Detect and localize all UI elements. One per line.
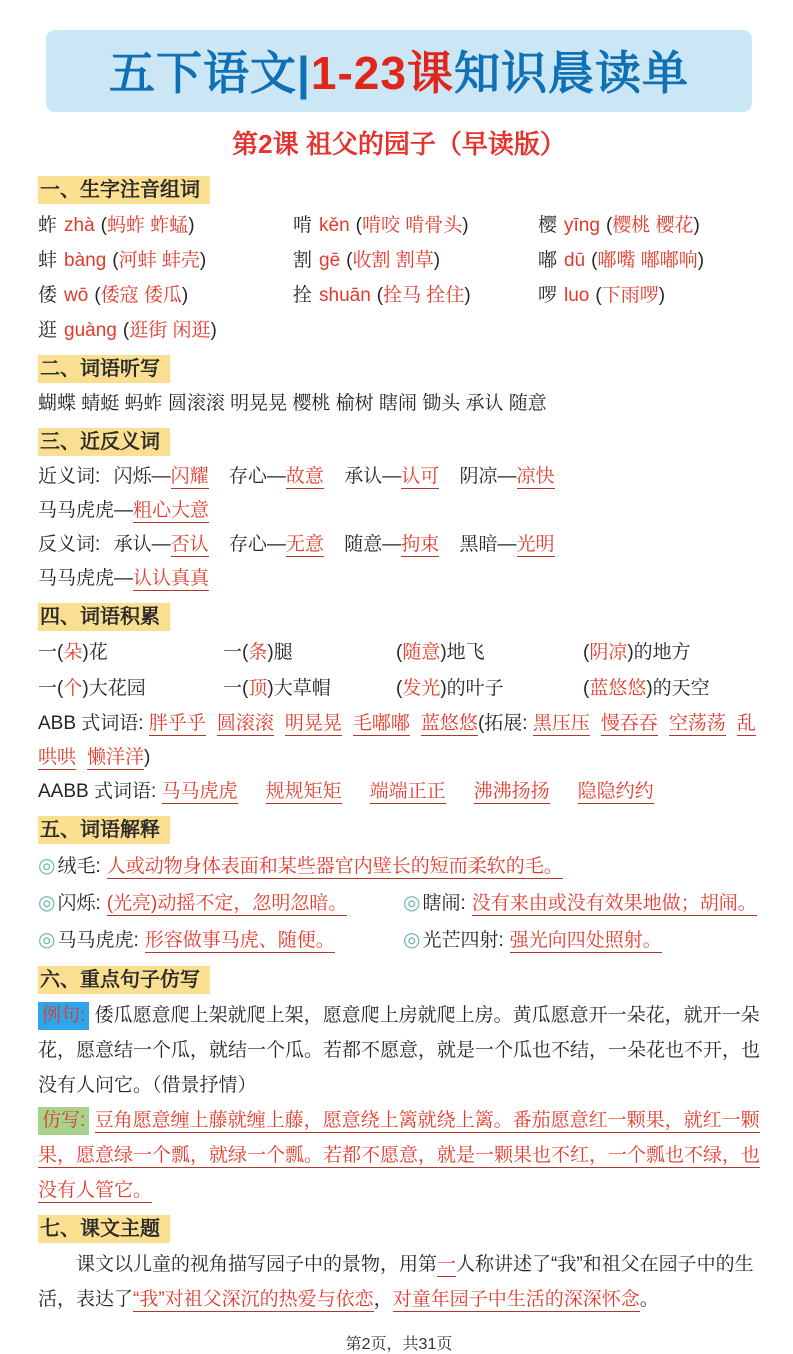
abb-ext-word: 黑压压 (532, 713, 590, 734)
theme-text: 。 (639, 1289, 659, 1310)
pinyin-row (38, 243, 760, 278)
paren-close: ) (627, 642, 634, 663)
example-words: 下雨啰 (601, 285, 659, 306)
section-heading: 三、近反义词 (38, 428, 170, 456)
fill-answer: 个 (63, 678, 83, 699)
aabb-word: 沸沸扬扬 (473, 781, 550, 802)
word-pair (38, 568, 209, 589)
pinyin: luo (564, 285, 590, 306)
pinyin-entry (293, 243, 538, 278)
theme-text: 人称讲述了“我”和祖父在园子中的生活，表达了 (38, 1254, 754, 1310)
pinyin-row (38, 313, 760, 348)
row-label: 反义词: (38, 534, 101, 555)
section-synonyms-antonyms (38, 421, 760, 596)
example-words: 拴马 拴住 (383, 285, 465, 306)
paren-close: ) (82, 642, 89, 663)
paren-open: ( (583, 642, 590, 663)
example-words: 蚂蚱 蚱蜢 (106, 215, 189, 236)
fill-post: 花 (88, 642, 108, 663)
pair-answer: 认可 (401, 466, 440, 487)
abb-word: 蓝悠悠 (420, 713, 478, 734)
hanzi: 割 (293, 250, 313, 271)
paren-open: ( (242, 678, 249, 699)
word-pair (460, 466, 555, 487)
definition-text: (光亮)动摇不定，忽明忽暗。 (106, 893, 348, 914)
fill-post: 大草帽 (273, 678, 331, 699)
paren-close: ) (144, 747, 151, 768)
word-pair (344, 534, 439, 555)
paren-close: ) (462, 215, 469, 236)
definition-row (38, 885, 760, 922)
definition-item (403, 885, 760, 922)
ring-icon: ◎ (403, 892, 421, 914)
fill-pre: 一 (38, 642, 58, 663)
title-part-name: 知识晨读单 (453, 47, 689, 99)
theme-highlight: “我”对祖父深沉的热爱与依恋 (133, 1289, 374, 1310)
pair-answer: 故意 (285, 466, 324, 487)
theme-highlight: 一 (437, 1254, 457, 1275)
pair-word: 马马虎虎— (38, 568, 134, 589)
paren-open: ( (57, 642, 64, 663)
fill-item (396, 635, 583, 671)
fill-answer: 随意 (402, 642, 441, 663)
title-banner (46, 30, 752, 112)
paren-open: ( (583, 678, 590, 699)
abb-label: ABB 式词语: (38, 713, 144, 734)
pinyin: yīng (564, 215, 600, 236)
example-words: 樱桃 樱花 (612, 215, 694, 236)
hanzi: 倭 (38, 285, 58, 306)
dictation-words: 蝴蝶 蜻蜓 蚂蚱 圆滚滚 明晃晃 樱桃 榆树 瞎闹 锄头 承认 随意 (38, 393, 547, 414)
definition-item (38, 922, 403, 959)
aabb-word: 规规矩矩 (265, 781, 342, 802)
fill-answer: 发光 (402, 678, 441, 699)
example-words: 逛街 闲逛 (129, 320, 211, 341)
pair-answer: 粗心大意 (133, 500, 210, 521)
example-sentence (38, 998, 760, 1103)
paren-close: ) (267, 678, 274, 699)
paren-close: ) (181, 285, 189, 306)
definition-term: 绒毛: (57, 856, 101, 877)
fill-answer: 蓝悠悠 (589, 678, 647, 699)
aabb-label: AABB 式词语: (38, 781, 157, 802)
imitation-label: 仿写: (38, 1107, 89, 1135)
pinyin: bàng (64, 250, 107, 271)
word-pair (344, 466, 439, 487)
row-label: 近义词: (38, 466, 101, 487)
abb-words-line (38, 707, 760, 775)
example-text: 倭瓜愿意爬上架就爬上架，愿意爬上房就爬上房。黄瓜愿意开一朵花，就开一朵花，愿意结一个瓜，就结一个瓜。若都不愿意，就是一个瓜也不结，一朵花也不开，也没有人问它。（借景抒情） (38, 1005, 761, 1096)
pinyin-entry (538, 278, 760, 313)
abb-extension-label: (拓展: (477, 713, 528, 734)
paren-close: ) (646, 678, 653, 699)
paren-close: ) (440, 678, 447, 699)
lesson-subtitle: 第2课 祖父的园子（早读版） (232, 129, 566, 159)
title-part-lessons: 1-23课 (310, 47, 454, 99)
fill-pre: 一 (223, 678, 243, 699)
pair-answer: 否认 (170, 534, 209, 555)
definition-item (38, 848, 760, 885)
paren-open: ( (100, 215, 107, 236)
pinyin-entry (538, 243, 760, 278)
section-heading: 四、词语积累 (38, 603, 170, 631)
abb-ext-word: 空荡荡 (668, 713, 726, 734)
hanzi: 啃 (293, 215, 313, 236)
pair-word: 黑暗— (459, 534, 517, 555)
fill-post: 腿 (273, 642, 293, 663)
antonym-row (38, 528, 760, 596)
ring-icon: ◎ (38, 892, 56, 914)
pair-answer: 拘束 (401, 534, 440, 555)
fill-post: 的叶子 (446, 678, 504, 699)
theme-paragraph (38, 1247, 760, 1317)
pinyin: gē (319, 250, 341, 271)
definition-text: 人或动物身体表面和某些器官内壁长的短而柔软的毛。 (106, 856, 563, 877)
hanzi: 拴 (293, 285, 313, 306)
pinyin: shuān (319, 285, 371, 306)
paren-close: ) (464, 285, 471, 306)
paren-close: ) (697, 250, 705, 271)
paren-close: ) (658, 285, 666, 306)
section-theme (38, 1208, 760, 1317)
pinyin-entry (38, 208, 293, 243)
fill-item (396, 671, 583, 707)
imitation-sentence (38, 1103, 760, 1208)
pinyin: zhà (64, 215, 95, 236)
theme-text: ， (373, 1289, 393, 1310)
pinyin-row (38, 278, 760, 313)
ring-icon: ◎ (38, 855, 56, 877)
hanzi: 嘟 (538, 250, 558, 271)
pinyin-entry (38, 313, 293, 348)
paren-open: ( (57, 678, 64, 699)
pair-word: 闪烁— (113, 466, 171, 487)
paren-open: ( (242, 642, 249, 663)
paren-open: ( (605, 215, 613, 236)
ring-icon: ◎ (38, 929, 56, 951)
pair-answer: 闪耀 (170, 466, 209, 487)
paren-close: ) (210, 320, 217, 341)
section-heading: 一、生字注音组词 (38, 176, 210, 204)
fill-post: 的天空 (652, 678, 710, 699)
pair-word: 存心— (228, 534, 286, 555)
definition-item (38, 885, 403, 922)
paren-open: ( (376, 285, 384, 306)
hanzi: 啰 (538, 285, 558, 306)
paren-open: ( (122, 320, 130, 341)
hanzi: 蚱 (38, 215, 58, 236)
page-number: 第2页，共31页 (345, 1336, 453, 1353)
pinyin: guàng (64, 320, 117, 341)
fill-pre: 一 (223, 642, 243, 663)
definition-text: 形容做事马虎、随便。 (144, 930, 335, 951)
imitation-text: 豆角愿意缠上藤就缠上藤，愿意绕上篱就绕上篱。番茄愿意红一颗果，就红一颗果，愿意绿一个瓢，就绿一个瓢。若都不愿意，就是一颗果也不红，一个瓢也不绿，也没有人管它。 (38, 1110, 761, 1201)
word-pair (229, 466, 324, 487)
example-words: 倭寇 倭瓜 (100, 285, 182, 306)
abb-ext-word: 慢吞吞 (600, 713, 658, 734)
paren-close: ) (267, 642, 274, 663)
pair-word: 承认— (113, 534, 171, 555)
fill-answer: 朵 (63, 642, 83, 663)
pinyin-entry (538, 208, 760, 243)
fill-item (223, 635, 396, 671)
example-words: 嘟嘴 嘟嘟响 (597, 250, 698, 271)
definition-text: 强光向四处照射。 (509, 930, 662, 951)
section-definitions (38, 809, 760, 959)
section-word-accumulation (38, 596, 760, 809)
definition-term: 马马虎虎: (57, 930, 139, 951)
section-heading: 六、重点句子仿写 (38, 966, 210, 994)
paren-close: ) (693, 215, 700, 236)
fill-answer: 顶 (248, 678, 268, 699)
pair-answer: 认认真真 (133, 568, 210, 589)
pair-answer: 凉快 (516, 466, 555, 487)
paren-open: ( (595, 285, 602, 306)
fill-item (38, 671, 223, 707)
paren-open: ( (346, 250, 353, 271)
title-part-subject: 五下语文 (109, 47, 298, 99)
pinyin-row (38, 208, 760, 243)
aabb-word: 端端正正 (369, 781, 446, 802)
word-pair (114, 534, 209, 555)
theme-text: 课文以儿童的视角描写园子中的景物，用第 (76, 1254, 438, 1275)
abb-word: 圆滚滚 (216, 713, 274, 734)
paren-close: ) (188, 215, 195, 236)
section-pinyin-words (38, 169, 760, 348)
example-words: 啃咬 啃骨头 (361, 215, 463, 236)
synonym-row (38, 460, 760, 528)
word-pair (229, 534, 324, 555)
fill-item (223, 671, 396, 707)
theme-highlight: 对童年园子中生活的深深怀念 (392, 1289, 640, 1310)
pair-answer: 光明 (516, 534, 555, 555)
fill-item (583, 671, 760, 707)
pair-word: 承认— (344, 466, 402, 487)
section-heading: 五、词语解释 (38, 816, 170, 844)
pair-word: 存心— (228, 466, 286, 487)
hanzi: 逛 (38, 320, 58, 341)
pinyin: dū (564, 250, 586, 271)
aabb-word: 马马虎虎 (161, 781, 238, 802)
paren-close: ) (440, 642, 447, 663)
pinyin: wō (64, 285, 89, 306)
section-dictation (38, 348, 760, 421)
definition-item (403, 922, 760, 959)
aabb-words-line (38, 775, 760, 809)
abb-ext-word: 乱哄哄 (38, 713, 756, 768)
pair-word: 马马虎虎— (38, 500, 134, 521)
paren-open: ( (396, 678, 403, 699)
fill-blank-grid (38, 635, 760, 707)
fill-pre: 一 (38, 678, 58, 699)
section-heading: 七、课文主题 (38, 1215, 170, 1243)
definition-row (38, 922, 760, 959)
paren-close: ) (199, 250, 207, 271)
paren-open: ( (94, 285, 101, 306)
fill-item (38, 635, 223, 671)
aabb-word: 隐隐约约 (577, 781, 654, 802)
paren-open: ( (396, 642, 403, 663)
definition-term: 闪烁: (57, 893, 101, 914)
word-pair (38, 500, 209, 521)
title-separator: | (297, 47, 311, 99)
pinyin-entry (293, 278, 538, 313)
abb-word: 明晃晃 (284, 713, 342, 734)
definition-term: 光芒四射: (422, 930, 504, 951)
pair-word: 随意— (344, 534, 402, 555)
fill-post: 的地方 (633, 642, 691, 663)
paren-open: ( (591, 250, 598, 271)
example-words: 收割 割草 (352, 250, 434, 271)
pinyin: kěn (319, 215, 350, 236)
ring-icon: ◎ (403, 929, 421, 951)
word-pair (460, 534, 555, 555)
fill-answer: 条 (248, 642, 268, 663)
abb-ext-word: 懒洋洋 (87, 747, 145, 768)
section-sentence-imitation (38, 959, 760, 1208)
example-label: 例句: (38, 1002, 89, 1030)
pinyin-entry (293, 208, 538, 243)
fill-post: 地飞 (446, 642, 485, 663)
abb-word: 毛嘟嘟 (352, 713, 410, 734)
hanzi: 蚌 (38, 250, 58, 271)
definition-term: 瞎闹: (422, 893, 466, 914)
fill-item (583, 635, 760, 671)
paren-close: ) (82, 678, 89, 699)
paren-open: ( (112, 250, 119, 271)
pinyin-entry (38, 243, 293, 278)
section-heading: 二、词语听写 (38, 355, 170, 383)
definition-text: 没有来由或没有效果地做；胡闹。 (471, 893, 757, 914)
pair-answer: 无意 (285, 534, 324, 555)
abb-word: 胖乎乎 (148, 713, 206, 734)
paren-close: ) (433, 250, 441, 271)
paren-open: ( (355, 215, 362, 236)
word-pair (114, 466, 209, 487)
fill-answer: 阴凉 (589, 642, 628, 663)
pinyin-entry (38, 278, 293, 313)
pair-word: 阴凉— (459, 466, 517, 487)
fill-post: 大花园 (88, 678, 146, 699)
example-words: 河蚌 蚌壳 (118, 250, 200, 271)
hanzi: 樱 (538, 215, 558, 236)
